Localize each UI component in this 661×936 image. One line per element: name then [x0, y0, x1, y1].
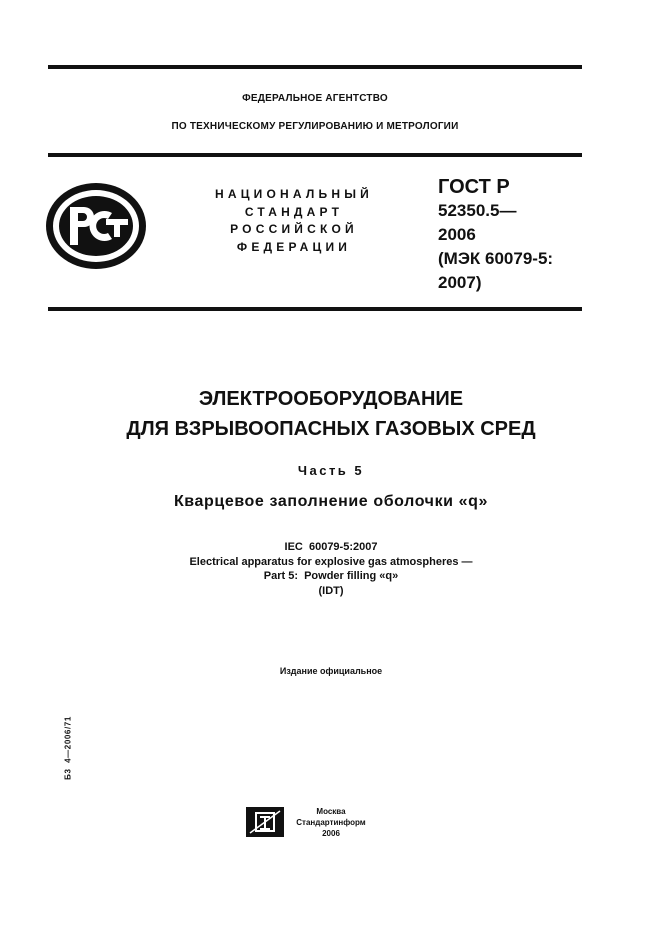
- iec-line-4: (IDT): [318, 584, 344, 597]
- iec-line-3: Part 5: Powder filling «q»: [263, 570, 399, 582]
- iec-reference: [48, 540, 614, 598]
- designation-line-3: 2006: [438, 225, 476, 244]
- national-standard-line-3: РОССИЙСКОЙ: [230, 222, 358, 236]
- part-label: Часть 5: [297, 463, 365, 478]
- masthead-bottom-rule: [48, 307, 582, 311]
- designation-line-4: (МЭК 60079-5:: [438, 249, 554, 268]
- designation-line-1: ГОСТ Р: [438, 176, 510, 198]
- designation-line-2: 52350.5—: [438, 201, 517, 220]
- top-rule: [48, 65, 582, 69]
- publisher-block: [286, 806, 376, 839]
- publisher-city: Москва: [316, 807, 346, 816]
- title-line-2: ДЛЯ ВЗРЫВООПАСНЫХ ГАЗОВЫХ СРЕД: [126, 418, 536, 440]
- national-standard-line-2: СТАНДАРТ: [244, 204, 344, 219]
- side-code-text: Б3 4—2006/71: [63, 716, 73, 780]
- publisher-name: Стандартинформ: [296, 818, 366, 827]
- standard-designation: [438, 175, 553, 295]
- designation-line-5: 2007): [438, 273, 482, 292]
- edition-label: Издание официальное: [279, 666, 383, 676]
- standartinform-logo-icon: [246, 807, 284, 837]
- side-code: [62, 706, 74, 790]
- national-standard-label: [196, 186, 392, 256]
- iec-line-2: Electrical apparatus for explosive gas atmospheres —: [189, 555, 473, 568]
- publisher-year: 2006: [322, 829, 340, 838]
- agency-line-1: ФЕДЕРАЛЬНОЕ АГЕНТСТВО: [242, 93, 388, 104]
- iec-line-1: IEC 60079-5:2007: [284, 541, 378, 553]
- document-subtitle: Кварцевое заполнение оболочки «q»: [173, 493, 489, 510]
- document-title: [48, 384, 614, 444]
- agency-line-2: ПО ТЕХНИЧЕСКОМУ РЕГУЛИРОВАНИЮ И МЕТРОЛОГИИ: [171, 121, 459, 132]
- title-line-1: ЭЛЕКТРООБОРУДОВАНИЕ: [198, 388, 464, 410]
- national-standard-line-4: ФЕДЕРАЦИИ: [236, 239, 352, 254]
- rst-certification-mark-icon: [44, 180, 148, 272]
- header-rule: [48, 153, 582, 157]
- national-standard-line-1: НАЦИОНАЛЬНЫЙ: [214, 187, 374, 201]
